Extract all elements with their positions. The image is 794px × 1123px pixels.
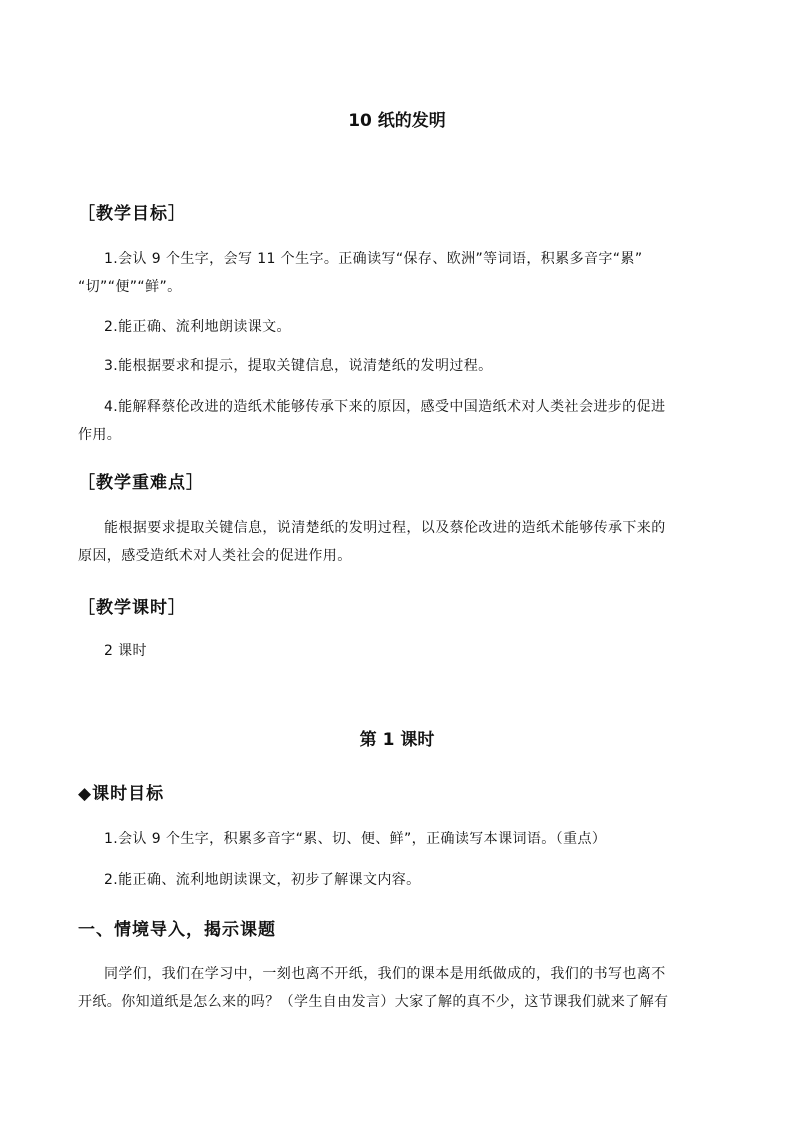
section-heading-key-points: ［教学重难点］: [78, 473, 204, 493]
lesson1-title: 第 1 课时: [359, 730, 435, 750]
goal-line-6: 作用。: [78, 427, 122, 443]
part1-text-line-1: 同学们，我们在学习中，一刻也离不开纸，我们的课本是用纸做成的，我们的书写也离不: [104, 966, 666, 982]
section-heading-goals: ［教学目标］: [78, 204, 186, 224]
goal-line-1: 1.会认 9 个生字，会写 11 个生字。正确读写“保存、欧洲”等词语，积累多音字“累”: [104, 251, 643, 267]
key-points-line-1: 能根据要求提取关键信息，说清楚纸的发明过程，以及蔡伦改进的造纸术能够传承下来的: [104, 520, 666, 536]
hours-text: 2 课时: [104, 643, 147, 659]
goal-line-3: 2.能正确、流利地朗读课文。: [104, 319, 291, 335]
goal-line-5: 4.能解释蔡伦改进的造纸术能够传承下来的原因，感受中国造纸术对人类社会进步的促进: [104, 399, 666, 415]
goal-line-4: 3.能根据要求和提示，提取关键信息，说清楚纸的发明过程。: [104, 358, 493, 374]
lesson1-goal-line-1: 1.会认 9 个生字，积累多音字“累、切、便、鲜”，正确读写本课词语。（重点）: [104, 831, 607, 847]
lesson1-goal-line-2: 2.能正确、流利地朗读课文，初步了解课文内容。: [104, 872, 421, 888]
part1-heading: 一、情境导入，揭示课题: [78, 920, 276, 940]
lesson1-goals-heading: ◆课时目标: [78, 784, 165, 804]
section-heading-hours: ［教学课时］: [78, 598, 186, 618]
part1-text-line-2: 开纸。你知道纸是怎么来的吗？（学生自由发言）大家了解的真不少，这节课我们就来了解有: [78, 994, 669, 1010]
document-title: 10 纸的发明: [348, 111, 446, 131]
goal-line-2: “切”“便”“鲜”。: [78, 279, 182, 295]
key-points-line-2: 原因，感受造纸术对人类社会的促进作用。: [78, 548, 352, 564]
